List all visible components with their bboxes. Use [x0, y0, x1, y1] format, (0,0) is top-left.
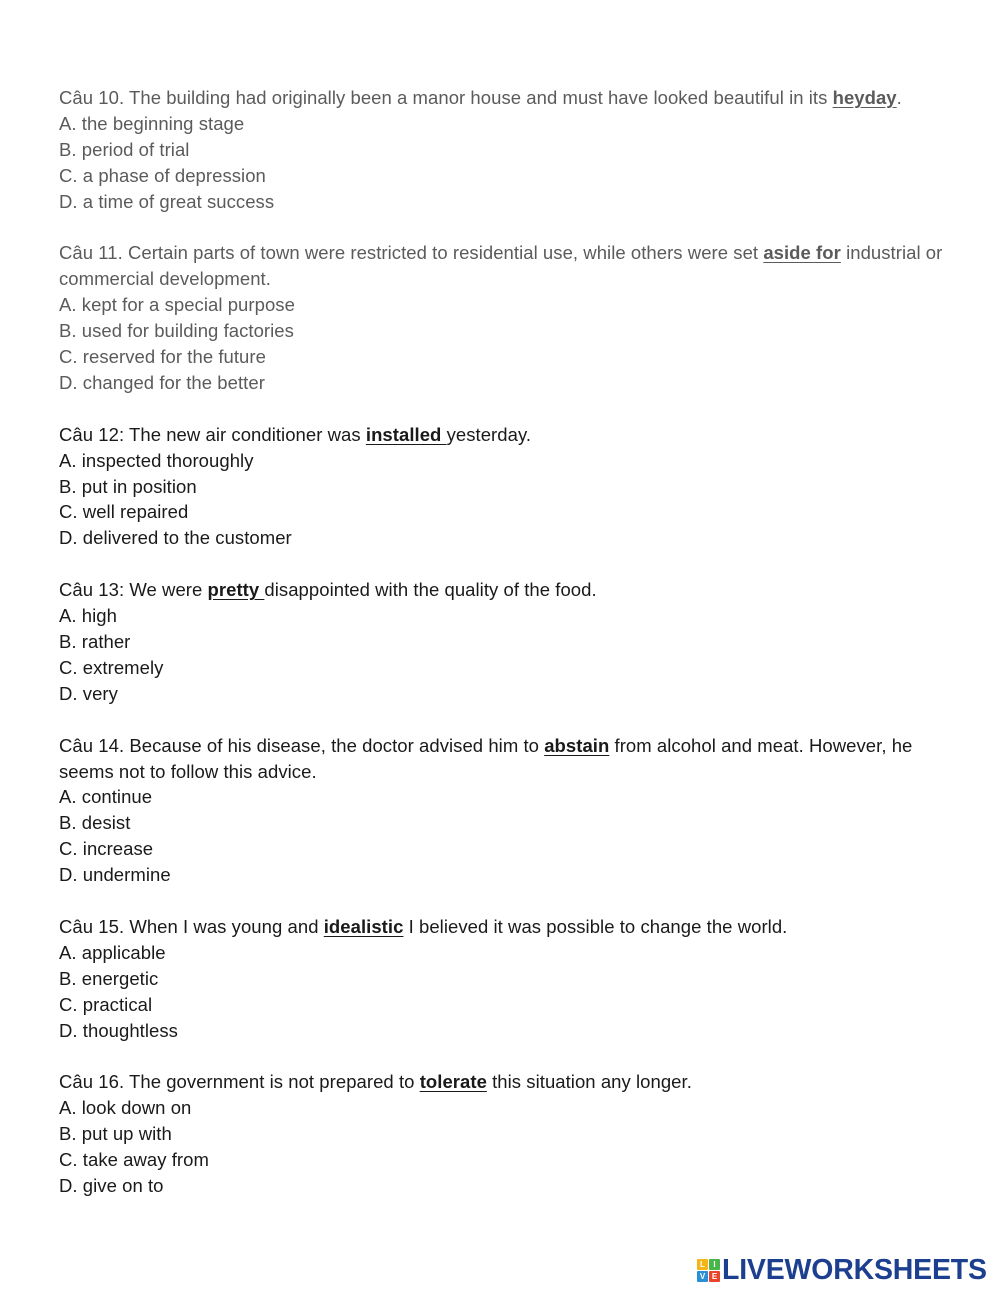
question-12-stem [59, 422, 949, 448]
question-16-option-b[interactable]: B. put up with [59, 1123, 172, 1145]
question-16-option-d[interactable]: D. give on to [59, 1174, 164, 1196]
question-12-option-d[interactable]: D. delivered to the customer [59, 527, 292, 549]
question-16-text: Câu 16. The government is not prepared to [59, 1071, 420, 1093]
question-12-text: Câu 12: The new air conditioner was [59, 423, 366, 445]
question-13-option-c[interactable]: C. extremely [59, 656, 164, 678]
question-12-option-c[interactable]: C. well repaired [59, 501, 189, 523]
question-14-option-b[interactable]: B. desist [59, 812, 131, 834]
question-16-keyword: tolerate [419, 1071, 487, 1093]
question-13-option-d[interactable]: D. very [59, 682, 118, 704]
liveworksheets-logo[interactable] [697, 1254, 987, 1286]
question-14-text: Câu 14. Because of his disease, the doctor advised him to [59, 734, 545, 756]
question-15-text-end: I believed it was possible to change the world. [403, 915, 788, 937]
question-16-text-end: this situation any longer. [486, 1071, 692, 1093]
question-12-keyword: installed [365, 423, 447, 445]
question-15-keyword: idealistic [323, 915, 404, 937]
question-11-text-end: industrial or commercial development. [59, 242, 943, 290]
question-15-option-d[interactable]: D. thoughtless [59, 1019, 178, 1041]
question-15-option-a[interactable]: A. applicable [59, 941, 166, 963]
question-13-option-b[interactable]: B. rather [59, 630, 131, 652]
question-14-option-c[interactable]: C. increase [59, 838, 154, 860]
question-12-option-b[interactable]: B. put in position [59, 475, 197, 497]
question-11-option-b[interactable]: B. used for building factories [59, 320, 294, 342]
question-13-keyword: pretty [207, 579, 265, 601]
liveworksheets-logo-icon [697, 1259, 720, 1282]
question-10-option-b[interactable]: B. period of trial [59, 138, 190, 160]
question-14-option-d[interactable]: D. undermine [59, 864, 171, 886]
logo-text: LIVEWORKSHEETS [722, 1253, 987, 1286]
logo-letter-v: V [697, 1271, 708, 1282]
question-10-option-c[interactable]: C. a phase of depression [59, 164, 266, 186]
question-15-stem [59, 914, 949, 940]
question-13 [59, 577, 949, 707]
question-12-text-end: yesterday. [446, 423, 532, 445]
question-16-option-c[interactable]: C. take away from [59, 1149, 209, 1171]
question-15-option-c[interactable]: C. practical [59, 993, 153, 1015]
question-14-stem [59, 733, 949, 785]
question-15 [59, 914, 949, 1044]
question-10-text-end: . [896, 87, 902, 108]
question-11-stem [59, 240, 949, 292]
question-14-option-a[interactable]: A. continue [59, 786, 153, 808]
worksheet-content [59, 85, 949, 1225]
question-11-option-c[interactable]: C. reserved for the future [59, 346, 266, 368]
question-15-text: Câu 15. When I was young and [59, 915, 324, 937]
logo-letter-e: E [709, 1271, 720, 1282]
question-15-option-b[interactable]: B. energetic [59, 967, 159, 989]
question-14 [59, 733, 949, 888]
question-14-text-end: from alcohol and meat. However, he seems not to follow this advice. [59, 734, 913, 782]
question-10-stem [59, 85, 949, 111]
question-12 [59, 422, 949, 552]
question-11-text: Câu 11. Certain parts of town were restricted to residential use, while others were set [59, 242, 764, 264]
question-14-keyword: abstain [544, 734, 610, 756]
question-10 [59, 85, 949, 215]
question-11 [59, 240, 949, 395]
question-12-option-a[interactable]: A. inspected thoroughly [59, 449, 254, 471]
question-13-option-a[interactable]: A. high [59, 605, 117, 627]
logo-letter-i: I [709, 1259, 720, 1270]
question-11-keyword: aside for [763, 242, 841, 264]
logo-letter-l: L [697, 1259, 708, 1270]
question-11-option-a[interactable]: A. kept for a special purpose [59, 294, 295, 316]
question-16-option-a[interactable]: A. look down on [59, 1097, 192, 1119]
question-16 [59, 1069, 949, 1199]
question-13-stem [59, 577, 949, 603]
question-16-stem [59, 1069, 949, 1095]
question-10-text: Câu 10. The building had originally been a manor house and must have looked beautiful in its [59, 87, 833, 108]
question-10-option-d[interactable]: D. a time of great success [59, 190, 275, 212]
question-13-text: Câu 13: We were [59, 579, 208, 601]
question-10-option-a[interactable]: A. the beginning stage [59, 112, 245, 134]
question-13-text-end: disappointed with the quality of the food. [264, 579, 597, 601]
question-10-keyword: heyday [832, 87, 897, 108]
question-11-option-d[interactable]: D. changed for the better [59, 371, 265, 393]
